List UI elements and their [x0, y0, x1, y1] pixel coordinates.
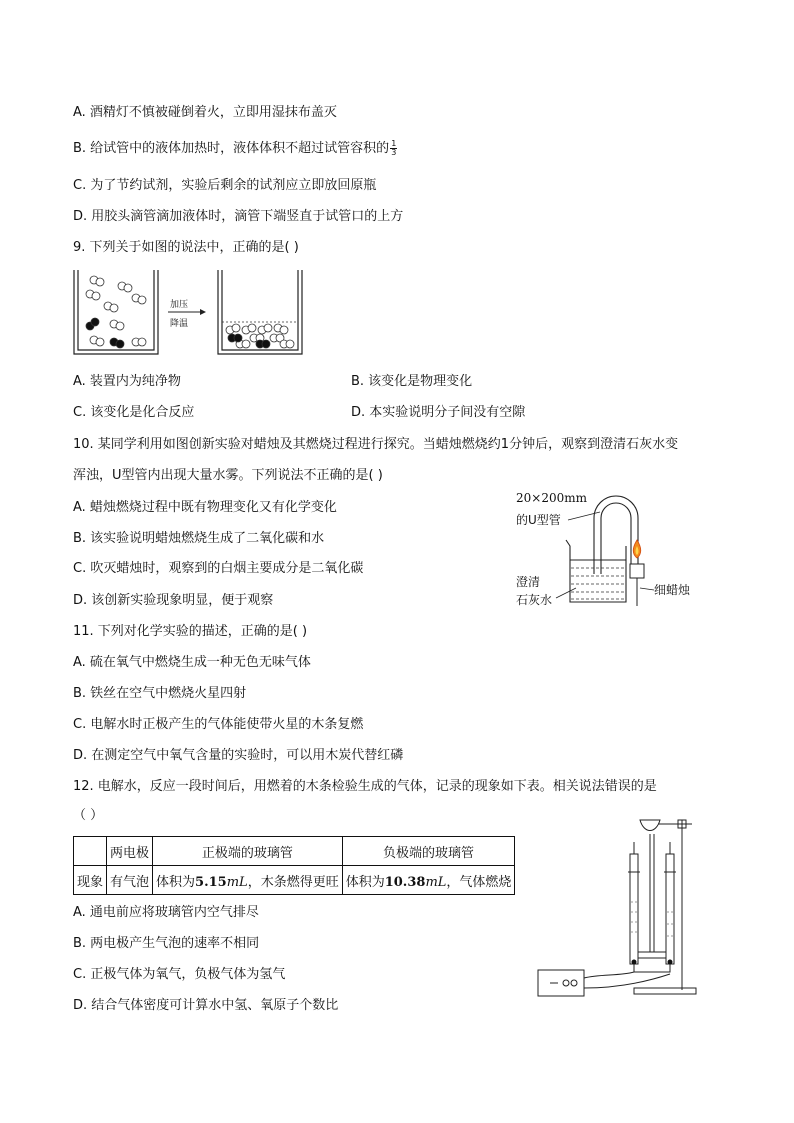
q8-option-b-text: B. 给试管中的液体加热时，液体体积不超过试管容积的 [73, 141, 390, 156]
table-cell [153, 866, 343, 895]
cell-number: 5.15 [195, 874, 227, 890]
fraction-one-third [390, 140, 397, 157]
fraction-denominator: 3 [391, 148, 397, 157]
candle [630, 564, 644, 606]
q10-option-c: C. 吹灭蜡烛时，观察到的白烟主要成分是二氧化碳 [73, 561, 364, 576]
cell-number: 10.38 [384, 874, 426, 890]
q9-option-c: C. 该变化是化合反应 [73, 405, 195, 420]
cell-unit: mL [425, 874, 447, 890]
stand-base [634, 988, 696, 994]
q11-stem: 11. 下列对化学实验的描述，正确的是( ) [73, 624, 308, 639]
q12-option-b: B. 两电极产生气泡的速率不相同 [73, 936, 260, 951]
q12-result-table [73, 836, 515, 895]
q11-option-d: D. 在测定空气中氧气含量的实验时，可以用木炭代替红磷 [73, 748, 404, 763]
table-cell [342, 866, 515, 895]
beaker [566, 540, 626, 602]
q9-option-d: D. 本实验说明分子间没有空隙 [351, 405, 526, 420]
u-tube [594, 496, 638, 574]
table-cell: 两电极 [107, 837, 153, 866]
label-limewater-1: 澄清 [516, 575, 541, 589]
arrow-label-top: 加压 [170, 300, 189, 310]
table-cell [74, 837, 107, 866]
fraction-numerator: 1 [391, 139, 397, 148]
q12-option-a: A. 通电前应将玻璃管内空气排尽 [73, 905, 259, 920]
q10-stem-line1: 10. 某同学利用如图创新实验对蜡烛及其燃烧过程进行探究。当蜡烛燃烧约1分钟后，观察到澄清石灰水变 [73, 437, 679, 452]
q8-option-d: D. 用胶头滴管滴加液体时，滴管下端竖直于试管口的上方 [73, 209, 404, 224]
q11-option-b: B. 铁丝在空气中燃烧火星四射 [73, 686, 247, 701]
q11-option-c: C. 电解水时正极产生的气体能使带火星的木条复燃 [73, 717, 364, 732]
cell-unit: mL [226, 874, 248, 890]
table-row [74, 866, 515, 895]
table-cell: 有气泡 [107, 866, 153, 895]
label-u-tube: 的U型管 [516, 513, 561, 527]
q10-figure [508, 488, 718, 610]
table-cell: 负极端的玻璃管 [342, 837, 515, 866]
q9-option-b: B. 该变化是物理变化 [351, 374, 473, 389]
funnel [640, 820, 660, 831]
q11-option-a: A. 硫在氧气中燃烧生成一种无色无味气体 [73, 655, 311, 670]
cell-text: ，木条燃得更旺 [247, 874, 339, 890]
limewater [571, 560, 625, 599]
q12-option-d: D. 结合气体密度可计算水中氢、氧原子个数比 [73, 998, 339, 1013]
label-limewater-2: 石灰水 [516, 593, 553, 607]
q9-option-a: A. 装置内为纯净物 [73, 374, 181, 389]
q12-option-c: C. 正极气体为氧气，负极气体为氢气 [73, 967, 286, 982]
label-u-tube-size: 20×200mm [516, 491, 587, 505]
table-row [74, 837, 515, 866]
q10-option-d: D. 该创新实验现象明显，便于观察 [73, 593, 274, 608]
q10-stem-line2: 浑浊，U型管内出现大量水雾。下列说法不正确的是( ) [73, 468, 383, 483]
q10-option-a: A. 蜡烛燃烧过程中既有物理变化又有化学变化 [73, 500, 337, 515]
q9-figure [70, 266, 310, 360]
q8-option-b [73, 140, 397, 157]
table-cell: 正极端的玻璃管 [153, 837, 343, 866]
left-tube [630, 854, 638, 964]
right-tube [666, 854, 674, 964]
q8-option-a: A. 酒精灯不慎被碰倒着火，立即用湿抹布盖灭 [73, 105, 337, 120]
cell-text: ，气体燃烧 [446, 874, 512, 890]
q12-stem-line2: （ ） [73, 808, 104, 823]
q8-option-c: C. 为了节约试剂，实验后剩余的试剂应立即放回原瓶 [73, 178, 377, 193]
q12-electrolysis-apparatus [530, 812, 710, 1002]
molecules-after [226, 324, 294, 348]
q12-stem-line1: 12. 电解水，反应一段时间后，用燃着的木条检验生成的气体，记录的现象如下表。相关说法错误的是 [73, 779, 657, 794]
molecules-before [86, 276, 146, 348]
table-cell: 现象 [74, 866, 107, 895]
cell-text: 体积为 [156, 874, 196, 890]
q9-stem: 9. 下列关于如图的说法中，正确的是( ) [73, 240, 299, 255]
arrow-label-bottom: 降温 [170, 319, 189, 329]
label-candle: 细蜡烛 [654, 583, 691, 597]
cell-text: 体积为 [345, 874, 385, 890]
q10-option-b: B. 该实验说明蜡烛燃烧生成了二氧化碳和水 [73, 531, 325, 546]
